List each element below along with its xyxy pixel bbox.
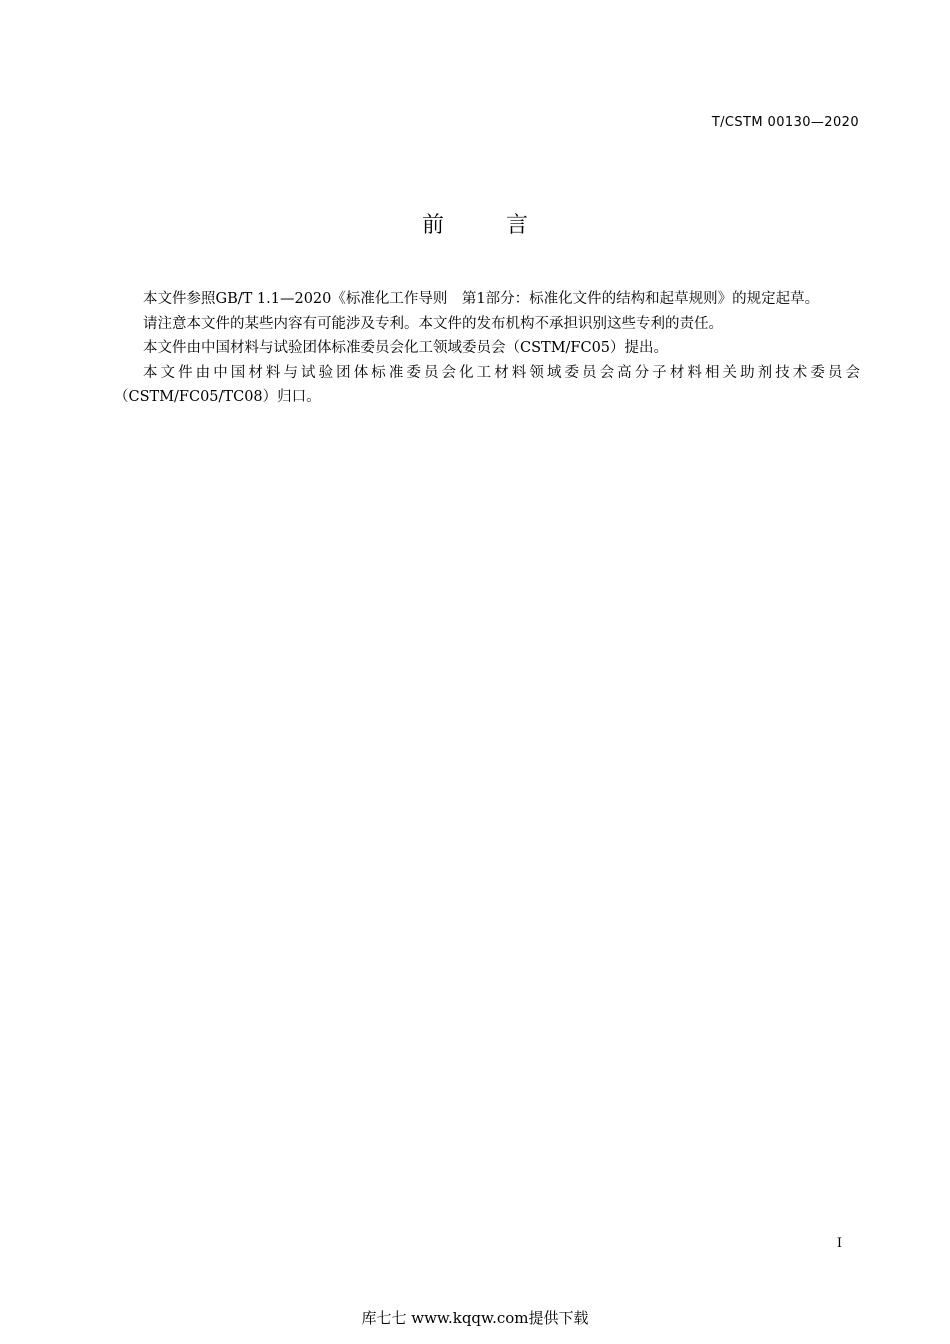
document-code: T/CSTM 00130—2020 bbox=[711, 115, 859, 130]
paragraph-proposed-by: 本文件由中国材料与试验团体标准委员会化工领域委员会（CSTM/FC05）提出。 bbox=[143, 340, 669, 356]
paragraph-under-jurisdiction: 本文件由中国材料与试验团体标准委员会化工材料领域委员会高分子材料相关助剂技术委员会（CSTM/FC05/TC08）归口。 bbox=[114, 364, 860, 405]
title-char-2: 言 bbox=[506, 213, 529, 238]
paragraph-patent-notice: 请注意本文件的某些内容有可能涉及专利。本文件的发布机构不承担识别这些专利的责任。 bbox=[143, 315, 723, 332]
title-char-1: 前 bbox=[421, 213, 444, 238]
page-number: I bbox=[836, 1236, 842, 1251]
footer-watermark-text: 库七七 www.kqqw.com提供下载 bbox=[361, 1309, 589, 1327]
foreword-body bbox=[114, 287, 860, 410]
paragraph-drafting-rules: 本文件参照GB/T 1.1—2020《标准化工作导则 第1部分：标准化文件的结构和起草规则》的规定起草。 bbox=[143, 291, 820, 307]
page-title bbox=[0, 208, 950, 239]
